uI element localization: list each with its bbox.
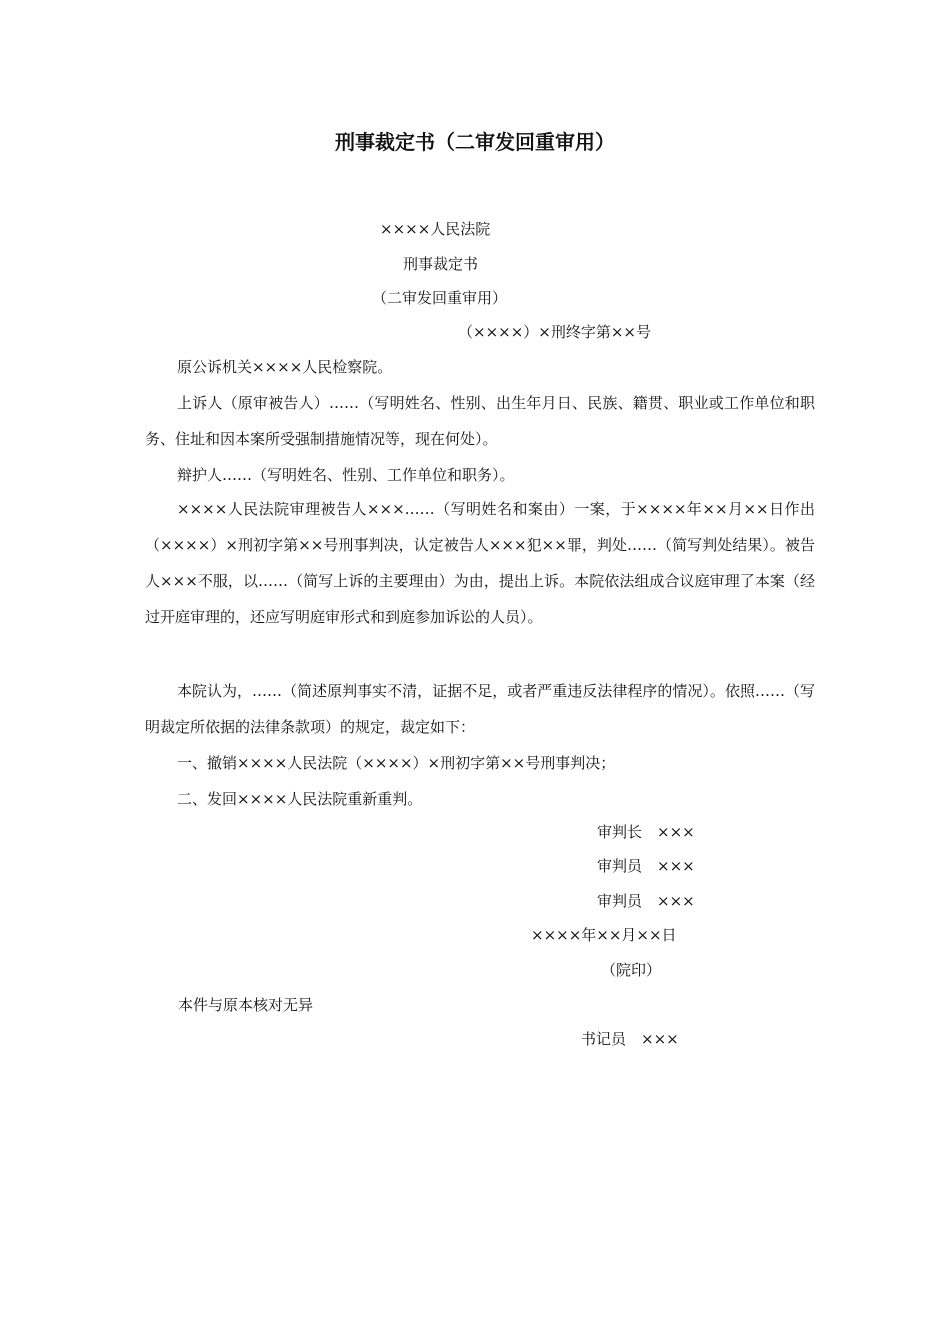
ruling-item-1: 一、撤销××××人民法院（××××）×刑初字第××号刑事判决； <box>177 754 616 772</box>
clerk-signature: 书记员 ××× <box>581 1030 679 1048</box>
appellant-paragraph: 上诉人（原审被告人）……（写明姓名、性别、出生年月日、民族、籍贯、职业或工作单位和职务、住址和因本案所受强制措施情况等，现在何处）。 <box>145 394 815 448</box>
document-subtitle: （二审发回重审用） <box>372 289 508 307</box>
prosecutor-paragraph: 原公诉机关××××人民检察院。 <box>177 358 393 376</box>
court-name: ××××人民法院 <box>380 220 491 238</box>
ruling-item-2: 二、发回××××人民法院重新重判。 <box>177 790 423 808</box>
judgment-date: ××××年××月××日 <box>531 926 677 944</box>
document-title: 刑事裁定书（二审发回重审用） <box>335 130 615 154</box>
document-type: 刑事裁定书 <box>403 255 479 273</box>
judge-signature-1: 审判员 ××× <box>597 857 695 875</box>
presiding-judge-signature: 审判长 ××× <box>597 823 695 841</box>
case-history-paragraph: ××××人民法院审理被告人×××……（写明姓名和案由）一案，于××××年××月××日作出（××××）×刑初字第××号刑事判决，认定被告人×××犯××罪，判处……（简写判处结果）。被告人×××不服，以……（简写上诉的主要理由）为由，提出上诉。本院依法组成合议庭审理了本案（经过开庭审理的，还应写明庭审形式和到庭参加诉讼的人员）。 <box>145 500 815 626</box>
defender-paragraph: 辩护人……（写明姓名、性别、工作单位和职务）。 <box>177 466 515 484</box>
court-opinion-paragraph: 本院认为，……（简述原判事实不清，证据不足，或者严重违反法律程序的情况）。依照……（写明裁定所依据的法律条款项）的规定，裁定如下： <box>145 682 815 736</box>
case-number: （××××）×刑终字第××号 <box>458 323 651 341</box>
verification-note: 本件与原本核对无异 <box>178 996 314 1014</box>
court-seal: （院印） <box>601 961 662 979</box>
judge-signature-2: 审判员 ××× <box>597 892 695 910</box>
